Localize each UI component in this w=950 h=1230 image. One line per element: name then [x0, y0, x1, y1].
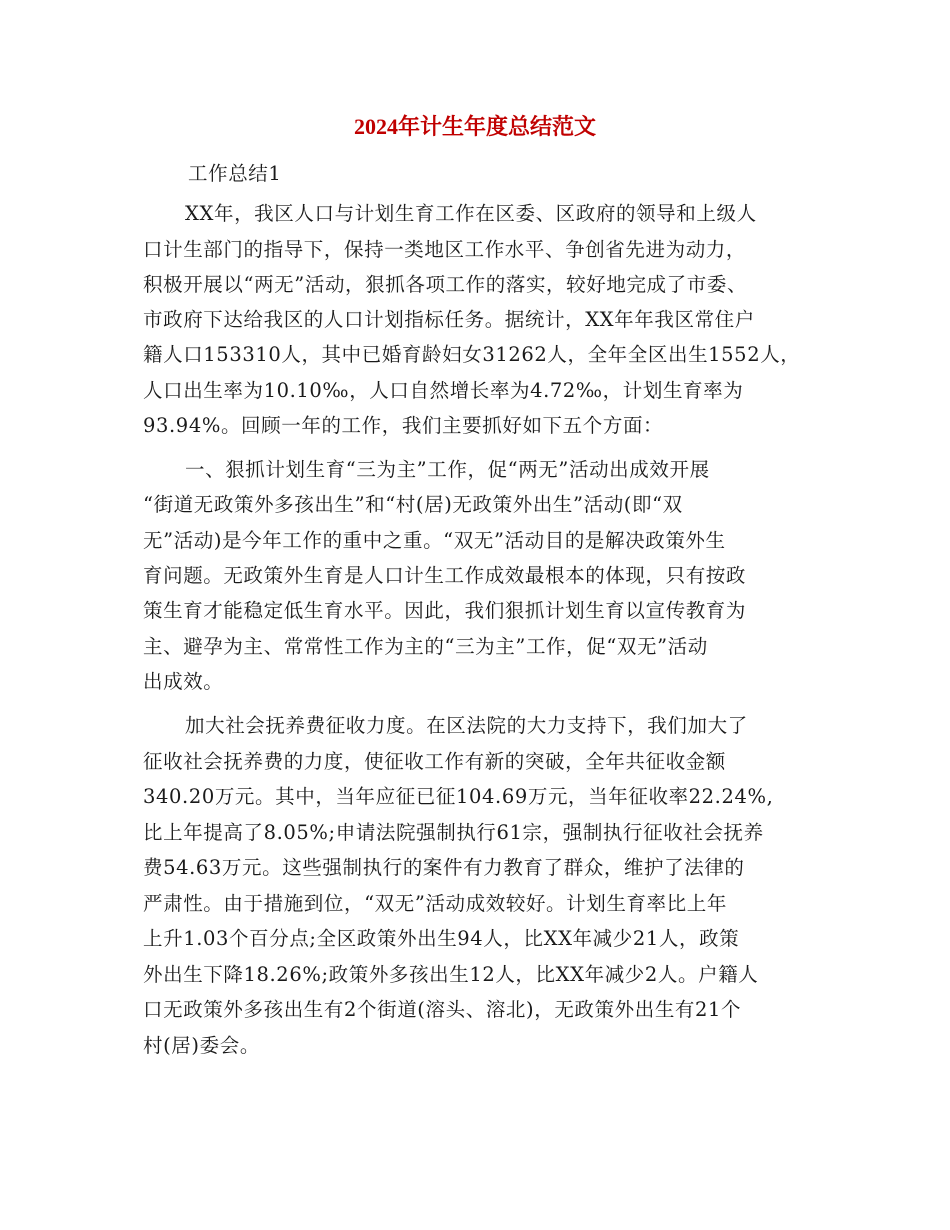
paragraph-line: 严肃性。由于措施到位，“双无”活动成效较好。计划生育率比上年 — [143, 892, 727, 915]
paragraph-line: 上升1.03个百分点;全区政策外出生94人，比XX年减少21人，政策 — [143, 927, 740, 950]
paragraph-line: 出成效。 — [143, 670, 224, 693]
paragraph-line: 一、狠抓计划生育“三为主”工作，促“两无”活动出成效开展 — [185, 458, 710, 481]
paragraph-line: 340.20万元。其中，当年应征已征104.69万元，当年征收率22.24%, — [143, 785, 774, 808]
paragraph-line: “街道无政策外多孩出生”和“村(居)无政策外出生”活动(即“双 — [143, 493, 683, 516]
paragraph-line: 无”活动)是今年工作的重中之重。“双无”活动目的是解决政策外生 — [143, 529, 726, 552]
paragraph-line: 比上年提高了8.05%;申请法院强制执行61宗，强制执行征收社会抚养 — [143, 821, 764, 844]
paragraph-line: 策生育才能稳定低生育水平。因此，我们狠抓计划生育以宣传教育为 — [143, 599, 747, 622]
paragraph-line: 加大社会抚养费征收力度。在区法院的大力支持下，我们加大了 — [185, 714, 748, 737]
paragraph-line: 93.94%。回顾一年的工作，我们主要抓好如下五个方面： — [143, 414, 664, 437]
document-title: 2024年计生年度总结范文 — [353, 114, 596, 139]
paragraph-line: 籍人口153310人，其中已婚育龄妇女31262人，全年全区出生1552人， — [143, 343, 801, 366]
paragraph-line: 口无政策外多孩出生有2个街道(溶头、溶北)，无政策外出生有21个 — [143, 998, 742, 1021]
paragraph-line: 主、避孕为主、常常性工作为主的“三为主”工作，促“双无”活动 — [143, 635, 708, 658]
paragraph-line: 积极开展以“两无”活动，狠抓各项工作的落实，较好地完成了市委、 — [143, 273, 748, 296]
paragraph-line: XX年，我区人口与计划生育工作在区委、区政府的领导和上级人 — [185, 202, 757, 225]
paragraph-line: 市政府下达给我区的人口计划指标任务。据统计，XX年年我区常住户 — [143, 308, 755, 331]
section-heading: 工作总结1 — [188, 162, 282, 185]
paragraph-line: 征收社会抚养费的力度，使征收工作有新的突破，全年共征收金额 — [143, 750, 726, 773]
paragraph-line: 外出生下降18.26%;政策外多孩出生12人，比XX年减少2人。户籍人 — [143, 963, 759, 986]
paragraph-line: 育问题。无政策外生育是人口计生工作成效最根本的体现，只有按政 — [143, 564, 747, 587]
paragraph-line: 人口出生率为10.10‰，人口自然增长率为4.72‰，计划生育率为 — [143, 379, 744, 402]
paragraph-line: 村(居)委会。 — [143, 1034, 260, 1057]
paragraph-line: 口计生部门的指导下，保持一类地区工作水平、争创省先进为动力， — [143, 238, 747, 261]
paragraph-line: 费54.63万元。这些强制执行的案件有力教育了群众，维护了法律的 — [143, 856, 745, 879]
